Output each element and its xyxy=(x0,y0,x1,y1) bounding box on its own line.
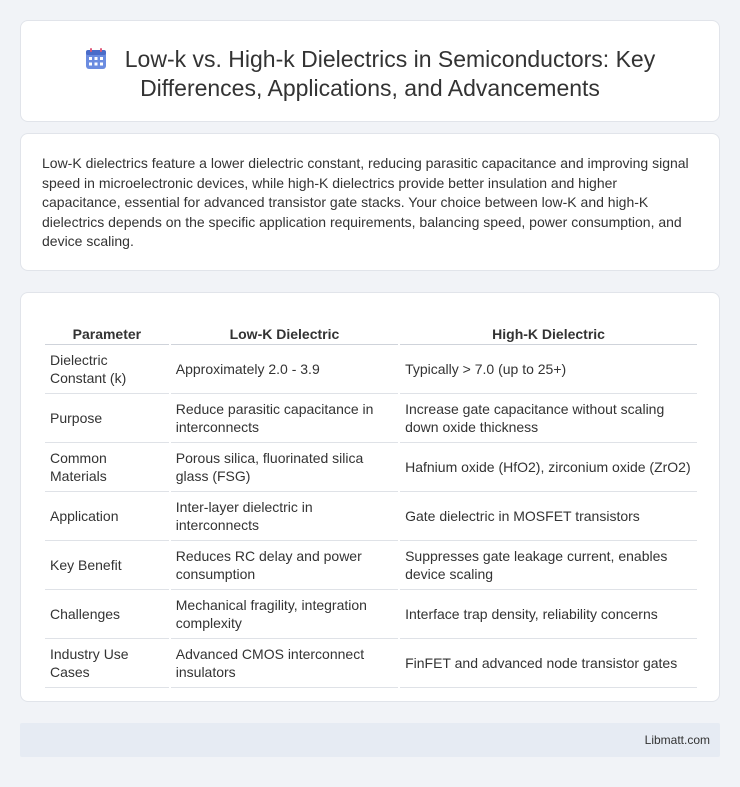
row-high-k: Hafnium oxide (HfO2), zirconium oxide (ZrO2) xyxy=(400,443,697,492)
row-parameter: Industry Use Cases xyxy=(45,639,169,688)
header-high-k: High-K Dielectric xyxy=(400,315,697,345)
page-title: Low-k vs. High-k Dielectrics in Semiconductors: Key Differences, Applications, and Advancements xyxy=(124,46,656,101)
table-row xyxy=(45,345,697,394)
row-high-k: Suppresses gate leakage current, enables device scaling xyxy=(400,541,697,590)
row-low-k: Advanced CMOS interconnect insulators xyxy=(171,639,398,688)
row-high-k: Increase gate capacitance without scaling down oxide thickness xyxy=(400,394,697,443)
table-row xyxy=(45,639,697,688)
table-row xyxy=(45,443,697,492)
row-low-k: Porous silica, fluorinated silica glass (FSG) xyxy=(171,443,398,492)
comparison-table xyxy=(43,315,699,688)
table-header-row xyxy=(45,315,697,345)
row-parameter: Common Materials xyxy=(45,443,169,492)
table-row xyxy=(45,492,697,541)
header-parameter: Parameter xyxy=(45,315,169,345)
footer-site-link[interactable]: Libmatt.com xyxy=(644,733,710,747)
row-parameter: Dielectric Constant (k) xyxy=(45,345,169,394)
table-row xyxy=(45,590,697,639)
table-row xyxy=(45,541,697,590)
row-low-k: Approximately 2.0 - 3.9 xyxy=(171,345,398,394)
row-high-k: Interface trap density, reliability concerns xyxy=(400,590,697,639)
comparison-card xyxy=(20,292,720,702)
row-low-k: Reduce parasitic capacitance in interconnects xyxy=(171,394,398,443)
table-row xyxy=(45,394,697,443)
intro-paragraph: Low-K dielectrics feature a lower dielectric constant, reducing parasitic capacitance and improving signal speed in microelectronic devices, while high-K dielectrics provide better insulation and higher capacitance, essential for advanced transistor gate stacks. Your choice between low-K and high-K dielectrics depends on the specific application requirements, balancing speed, power consumption, and device scaling. xyxy=(42,155,689,249)
row-low-k: Reduces RC delay and power consumption xyxy=(171,541,398,590)
row-low-k: Inter-layer dielectric in interconnects xyxy=(171,492,398,541)
row-parameter: Purpose xyxy=(45,394,169,443)
row-high-k: Gate dielectric in MOSFET transistors xyxy=(400,492,697,541)
row-high-k: Typically > 7.0 (up to 25+) xyxy=(400,345,697,394)
intro-card xyxy=(20,133,720,271)
row-parameter: Key Benefit xyxy=(45,541,169,590)
calendar-grid-icon xyxy=(85,48,107,70)
header-low-k: Low-K Dielectric xyxy=(171,315,398,345)
row-high-k: FinFET and advanced node transistor gates xyxy=(400,639,697,688)
page-title-wrap xyxy=(21,45,719,103)
row-parameter: Application xyxy=(45,492,169,541)
row-low-k: Mechanical fragility, integration complexity xyxy=(171,590,398,639)
title-card xyxy=(20,20,720,122)
footer-bar xyxy=(20,723,720,757)
row-parameter: Challenges xyxy=(45,590,169,639)
